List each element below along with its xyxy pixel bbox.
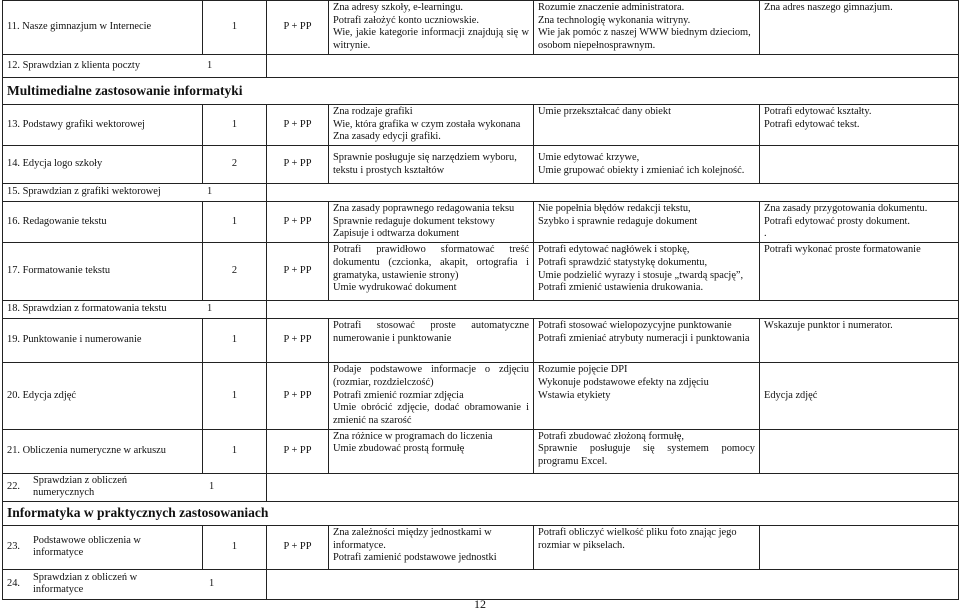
requirements-extended-cell — [534, 1, 760, 55]
topic-cell — [3, 569, 267, 599]
topic-text: 18. Sprawdzian z formatowania tekstu — [7, 303, 167, 315]
requirements-minimum-cell — [760, 319, 959, 363]
requirement-line: Wskazuje punktor i numerator. — [764, 320, 893, 332]
requirements-basic-cell — [329, 243, 534, 301]
requirement-line: Wie, jakie kategorie informacji znajdują się w witrynie. — [333, 27, 529, 52]
topic-cell: 14. Edycja logo szkoły — [3, 146, 203, 184]
requirements-minimum-cell — [760, 105, 959, 146]
requirements-minimum-cell — [760, 363, 959, 429]
topic-cell: 20. Edycja zdjęć — [3, 363, 203, 429]
requirement-line: Potrafi stosować wielopozycyjne punktowanie — [538, 320, 732, 332]
topic-number: 22. — [7, 480, 20, 492]
empty-cell — [267, 569, 959, 599]
level-cell: P + PP — [267, 363, 329, 429]
level-cell: P + PP — [267, 319, 329, 363]
hours-cell: 1 — [203, 363, 267, 429]
requirements-extended-cell — [534, 243, 760, 301]
table-row — [3, 243, 959, 301]
requirement-line: Potrafi prawidłowo sformatować treść dokumentu (czcionka, akapit, ortografia i gramatyka, ustawienie strony) — [333, 244, 529, 281]
topic-cell: 17. Formatowanie tekstu — [3, 243, 203, 301]
section-row — [3, 78, 959, 105]
requirement-line: Umie zbudować prostą formułę — [333, 443, 465, 455]
requirements-extended-cell — [534, 363, 760, 429]
curriculum-table — [2, 0, 959, 600]
requirement-line: Szybko i sprawnie redaguje dokument — [538, 215, 698, 227]
hours-text: 1 — [207, 303, 213, 315]
requirement-line: Potrafi edytować kształty. — [764, 106, 872, 117]
hours-cell: 1 — [203, 202, 267, 243]
requirements-basic-cell — [329, 429, 534, 473]
hours-cell: 1 — [203, 1, 267, 55]
hours-cell: 1 — [203, 525, 267, 569]
hours-cell: 1 — [203, 319, 267, 363]
empty-cell — [267, 473, 959, 501]
topic-cell — [3, 525, 203, 569]
topic-cell — [3, 473, 267, 501]
topic-cell: 13. Podstawy grafiki wektorowej — [3, 105, 203, 146]
requirements-basic-cell — [329, 202, 534, 243]
requirements-basic-cell — [329, 319, 534, 363]
requirements-minimum-cell — [760, 243, 959, 301]
topic-cell — [3, 55, 267, 78]
table-row — [3, 319, 959, 363]
empty-cell — [267, 184, 959, 202]
requirements-minimum-cell — [760, 1, 959, 55]
table-row — [3, 146, 959, 184]
requirement-line: Zna zasady edycji grafiki. — [333, 131, 441, 143]
requirements-extended-cell — [534, 319, 760, 363]
requirement-line: Zna adres naszego gimnazjum. — [764, 2, 893, 13]
requirement-line: Potrafi zamienić podstawowe jednostki — [333, 552, 497, 564]
requirement-line: Potrafi sprawdzić statystykę dokumentu, — [538, 256, 708, 268]
hours-text: 1 — [209, 480, 215, 492]
hours-text: 1 — [207, 59, 213, 71]
topic-cell: 19. Punktowanie i numerowanie — [3, 319, 203, 363]
section-heading: Multimedialne zastosowanie informatyki — [3, 78, 959, 105]
requirement-line: Umie obrócić zdjęcie, dodać obramowanie i zmienić na szarość — [333, 402, 529, 426]
topic-cell: 21. Obliczenia numeryczne w arkuszu — [3, 429, 203, 473]
table-row — [3, 569, 959, 599]
requirement-line: Potrafi zmienić rozmiar zdjęcia — [333, 389, 464, 401]
hours-text: 1 — [207, 186, 213, 198]
requirement-line: Potrafi stosować proste automatyczne numerowanie i punktowanie — [333, 320, 529, 344]
requirement-line: Potrafi edytować tekst. — [764, 118, 860, 130]
topic-cell: 11. Nasze gimnazjum w Internecie — [3, 1, 203, 55]
topic-number: 24. — [7, 578, 20, 590]
requirement-line: Zna adresy szkoły, e-learningu. — [333, 2, 464, 13]
hours-cell: 1 — [203, 105, 267, 146]
requirements-extended-cell — [534, 525, 760, 569]
level-cell: P + PP — [267, 105, 329, 146]
requirement-line: Potrafi edytować nagłówek i stopkę, — [538, 244, 690, 256]
level-cell: P + PP — [267, 243, 329, 301]
requirement-line: Wykonuje podstawowe efekty na zdjęciu — [538, 376, 709, 388]
requirements-basic-cell — [329, 363, 534, 429]
section-heading: Informatyka w praktycznych zastosowaniach — [3, 501, 959, 525]
requirements-minimum-cell — [760, 146, 959, 184]
requirement-line: Potrafi edytować prosty dokument. — [764, 215, 911, 227]
table-row — [3, 1, 959, 55]
requirement-line: Zna zasady poprawnego redagowania teksu — [333, 203, 515, 215]
requirement-line: Potrafi zmienić ustawienia drukowania. — [538, 282, 704, 294]
table-row — [3, 301, 959, 319]
requirement-line: Podaje podstawowe informacje o zdjęciu (rozmiar, rozdzielczość) — [333, 364, 529, 388]
requirement-line: Zna technologię wykonania witryny. — [538, 14, 691, 26]
requirement-line: Potrafi zbudować złożoną formułę, — [538, 430, 684, 442]
requirement-line: Nie popełnia błędów redakcji tekstu, — [538, 203, 691, 215]
level-cell: P + PP — [267, 429, 329, 473]
requirements-minimum-cell — [760, 429, 959, 473]
hours-cell: 2 — [203, 146, 267, 184]
requirement-line: Sprawnie posługuje się systemem pomocy programu Excel. — [538, 443, 755, 467]
topic-cell — [3, 301, 267, 319]
topic-text: Podstawowe obliczenia w informatyce — [33, 534, 141, 559]
requirement-line: Zna zależności między jednostkami w informatyce. — [333, 526, 492, 551]
table-row — [3, 363, 959, 429]
table-row — [3, 473, 959, 501]
level-cell: P + PP — [267, 146, 329, 184]
requirement-line: Wie jak pomóc z naszej WWW biednym dzieciom, osobom niepełnosprawnym. — [538, 27, 751, 52]
requirement-line: Zna różnice w programach do liczenia — [333, 430, 493, 442]
requirement-line: Sprawnie posługuje się narzędziem wyboru, tekstu i prostych kształtów — [333, 151, 517, 176]
requirements-extended-cell — [534, 202, 760, 243]
requirements-basic-cell — [329, 1, 534, 55]
empty-cell — [267, 301, 959, 319]
requirement-line: Umie grupować obiekty i zmieniać ich kolejność. — [538, 164, 745, 176]
requirements-extended-cell — [534, 105, 760, 146]
level-cell: P + PP — [267, 525, 329, 569]
requirement-line: Edycja zdjęć — [764, 389, 818, 401]
requirement-line: Potrafi wykonać proste formatowanie — [764, 244, 921, 256]
requirements-basic-cell — [329, 525, 534, 569]
table-row — [3, 525, 959, 569]
topic-text: 15. Sprawdzian z grafiki wektorowej — [7, 186, 161, 198]
requirement-line: Zna zasady przygotowania dokumentu. — [764, 203, 928, 215]
requirements-basic-cell — [329, 146, 534, 184]
requirements-minimum-cell — [760, 525, 959, 569]
requirements-basic-cell — [329, 105, 534, 146]
requirement-line: Potrafi zmieniać atrybuty numeracji i punktowania — [538, 332, 750, 344]
requirement-line: Umie edytować krzywe, — [538, 151, 640, 163]
table-row — [3, 55, 959, 78]
requirement-line: Rozumie znaczenie administratora. — [538, 2, 685, 13]
level-cell: P + PP — [267, 202, 329, 243]
requirement-line: Umie przekształcać dany obiekt — [538, 106, 671, 117]
requirement-line: Potrafi założyć konto uczniowskie. — [333, 14, 480, 26]
requirement-line: . — [764, 228, 767, 240]
level-cell: P + PP — [267, 1, 329, 55]
hours-cell: 2 — [203, 243, 267, 301]
hours-cell: 1 — [203, 429, 267, 473]
requirement-line: Zna rodzaje grafiki — [333, 106, 413, 117]
topic-text: Sprawdzian z obliczeń numerycznych — [33, 474, 128, 499]
requirement-line: Potrafi obliczyć wielkość pliku foto znając jego rozmiar w pikselach. — [538, 526, 737, 551]
requirements-extended-cell — [534, 146, 760, 184]
page-number: 12 — [474, 597, 486, 611]
requirement-line: Umie wydrukować dokument — [333, 282, 457, 294]
requirements-extended-cell — [534, 429, 760, 473]
requirement-line: Umie podzielić wyrazy i stosuje „twardą spację”, — [538, 269, 744, 281]
requirements-minimum-cell — [760, 202, 959, 243]
empty-cell — [267, 55, 959, 78]
topic-text: 12. Sprawdzian z klienta poczty — [7, 59, 141, 71]
table-row — [3, 184, 959, 202]
requirement-line: Sprawnie redaguje dokument tekstowy — [333, 215, 495, 227]
requirement-line: Wie, która grafika w czym została wykonana — [333, 118, 521, 130]
requirement-line: Zapisuje i odtwarza dokument — [333, 228, 460, 240]
topic-text: Sprawdzian z obliczeń w informatyce — [33, 571, 138, 596]
table-row — [3, 202, 959, 243]
hours-text: 1 — [209, 578, 215, 590]
section-row — [3, 501, 959, 525]
requirement-line: Wstawia etykiety — [538, 389, 611, 401]
table-row — [3, 429, 959, 473]
table-row — [3, 105, 959, 146]
topic-cell: 16. Redagowanie tekstu — [3, 202, 203, 243]
topic-number: 23. — [7, 541, 20, 553]
requirement-line: Rozumie pojęcie DPI — [538, 364, 628, 376]
topic-cell — [3, 184, 267, 202]
